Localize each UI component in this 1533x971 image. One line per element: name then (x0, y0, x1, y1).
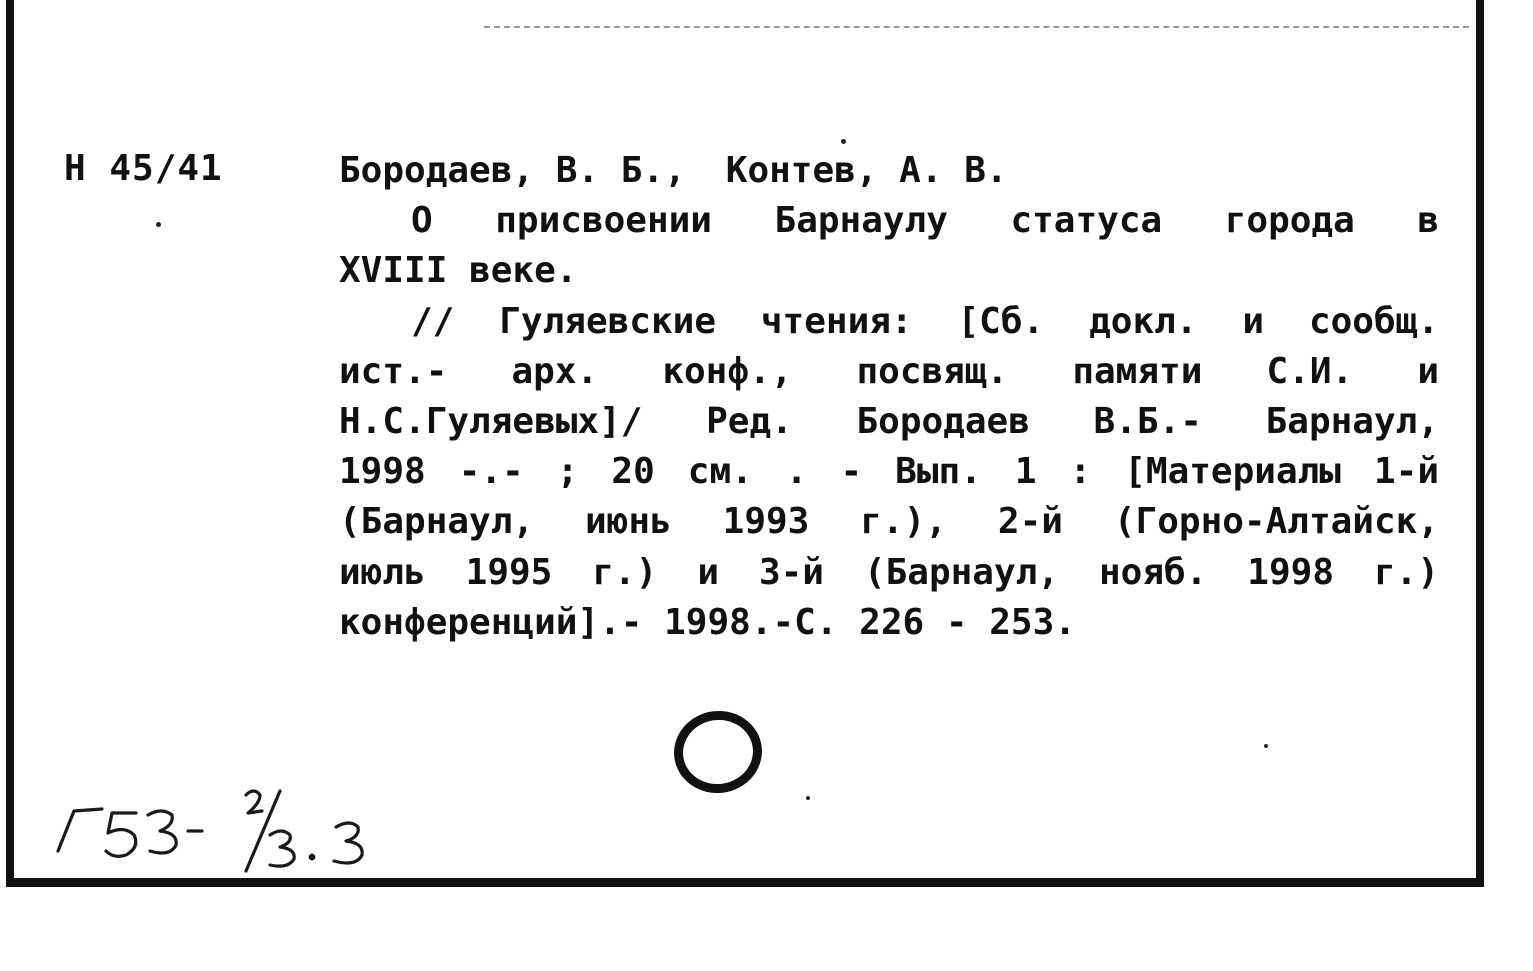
speck-mark (841, 139, 846, 144)
source-line-5: (Барнаул, июнь 1993 г.), 2-й (Горно-Алтайск, (339, 501, 1439, 543)
bibliographic-record (339, 146, 1439, 648)
shelfmark: Н 45/41 (64, 148, 223, 189)
author-1: Бородаев, В. Б., (339, 150, 686, 191)
source-line-7: конференций].- 1998.-С. 226 - 253. (339, 601, 1076, 643)
catalog-card (6, 0, 1484, 887)
title-line-1: О присвоении Барнаулу статуса города в (411, 200, 1439, 242)
author-2: Контев, А. В. (725, 150, 1008, 191)
source-line-3: Н.С.Гуляевых]/ Ред. Бородаев В.Б.- Барнаул, (339, 401, 1439, 443)
authors-line (339, 146, 1439, 196)
source-line-1: // Гуляевские чтения: [Сб. докл. и сообщ. (411, 300, 1439, 342)
top-dashed-rule (484, 26, 1469, 28)
speck-mark (1264, 744, 1268, 748)
source-line-6: июль 1995 г.) и 3-й (Барнаул, нояб. 1998 г.) (339, 551, 1439, 593)
handwritten-note (50, 781, 410, 881)
title-line-2: XVIII веке. (339, 250, 578, 292)
speck-mark (806, 796, 810, 800)
source-line-4: 1998 -.- ; 20 см. . - Вып. 1 : [Материалы 1-й (339, 451, 1439, 493)
source-line-2: ист.- арх. конф., посвящ. памяти С.И. и (339, 350, 1439, 392)
speck-mark (156, 222, 161, 227)
punch-hole (669, 705, 768, 798)
